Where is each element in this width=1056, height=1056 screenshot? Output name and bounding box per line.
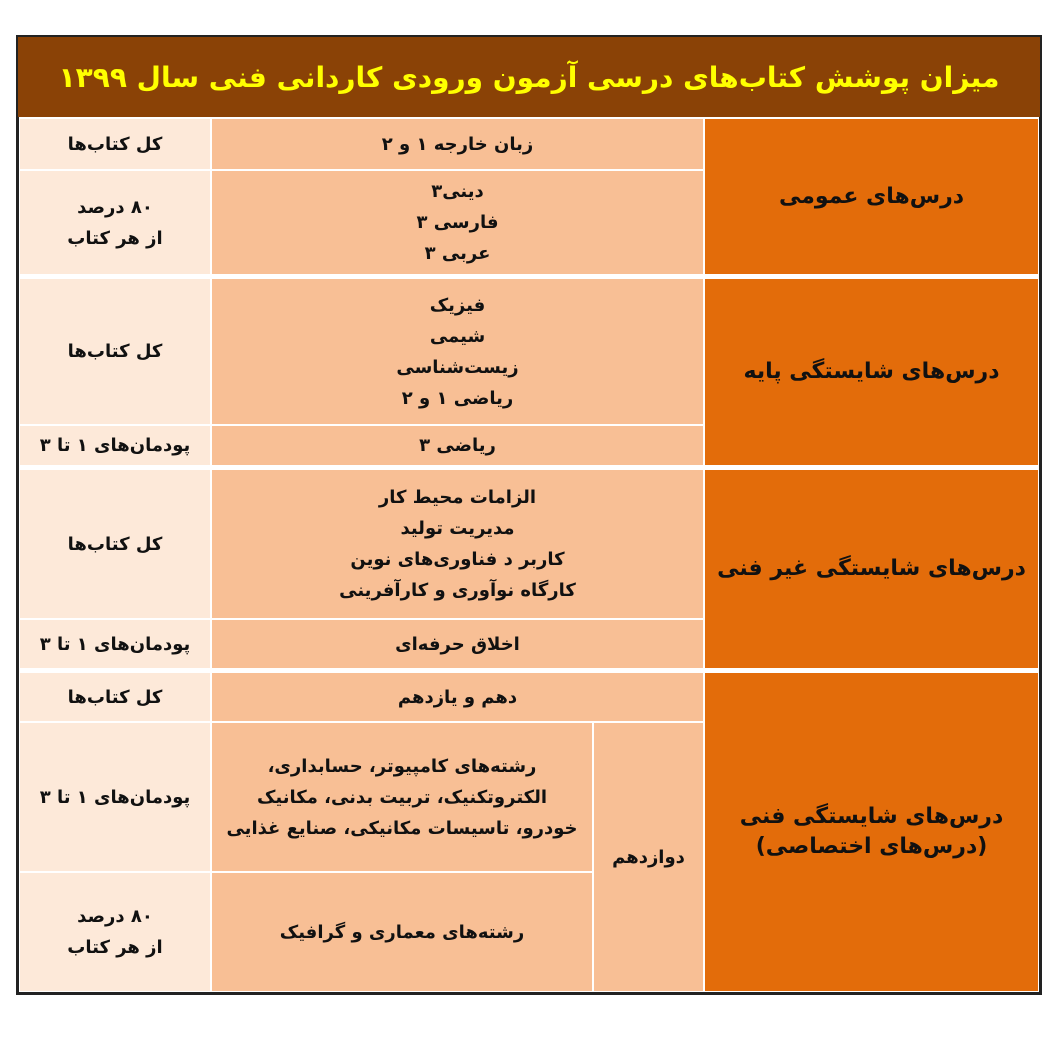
coverage-text: ۸۰ درصد [77,196,153,218]
coverage-text: از هر کتاب [67,227,163,249]
course-cell [212,673,703,721]
coverage-text: از هر کتاب [67,937,163,958]
category-label: درس‌های عمومی [778,183,965,209]
course-name: زبان خارجه ۱ و ۲ [381,133,534,155]
coverage-cell [20,426,210,465]
category-general [705,119,1038,274]
course-name: فارسی ۳ [416,212,499,233]
coverage-text: ۸۰ درصد [77,906,153,927]
coverage-text: پودمان‌های ۱ تا ۳ [39,786,191,808]
category-label: درس‌های شایستگی پایه [743,359,1000,384]
course-cell [212,279,703,424]
course-name: زیست‌شناسی [396,356,519,378]
course-name: کاربر د فناوری‌های نوین [350,549,565,570]
course-name: دهم و یازدهم [397,686,518,708]
course-name: عربی ۳ [424,243,491,264]
course-name: ریاضی ۱ و ۲ [401,387,514,409]
coverage-text: کل کتاب‌ها [67,341,163,362]
grade-label: دوازدهم [612,846,685,868]
course-name: خودرو، تاسیسات مکانیکی، صنایع غذایی [226,817,578,839]
course-name: شیمی [429,325,486,347]
course-cell [212,426,703,465]
coverage-cell [20,620,210,668]
course-cell [212,723,592,871]
grade-12-cell [594,723,703,991]
coverage-cell [20,470,210,618]
category-label: درس‌های شایستگی فنی [739,804,1004,829]
category-sublabel: (درس‌های اختصاصی) [755,834,988,859]
course-cell [212,620,703,668]
course-name: رشته‌های معماری و گرافیک [279,921,525,943]
coverage-cell [20,673,210,721]
course-cell [212,171,703,274]
course-name: رشته‌های کامپیوتر، حسابداری، [267,755,537,777]
coverage-text: پودمان‌های ۱ تا ۳ [39,633,191,655]
course-cell [212,119,703,169]
page-title: میزان پوشش کتاب‌های درسی آزمون ورودی کاردانی فنی سال ۱۳۹۹ [18,37,1040,117]
course-cell [212,470,703,618]
course-cell [212,873,592,991]
coverage-text: کل کتاب‌ها [67,686,163,708]
course-name: ریاضی ۳ [419,435,496,456]
course-name: الکتروتکنیک، تربیت بدنی، مکانیک [256,786,548,808]
coverage-cell [20,119,210,169]
coverage-text: کل کتاب‌ها [67,533,163,555]
category-basic [705,279,1038,465]
course-name: اخلاق حرفه‌ای [395,633,520,655]
course-name: دینی۳ [431,181,484,202]
course-name: کارگاه نوآوری و کارآفرینی [339,580,576,601]
course-name: الزامات محیط کار [378,487,537,508]
coverage-text: پودمان‌های ۱ تا ۳ [39,435,191,456]
coverage-cell [20,171,210,274]
course-name: فیزیک [429,294,486,316]
category-non-technical [705,470,1038,668]
coverage-text: کل کتاب‌ها [67,133,163,155]
course-name: مدیریت تولید [400,518,515,539]
category-technical [705,673,1038,991]
coverage-cell [20,873,210,991]
coverage-cell [20,279,210,424]
category-label: درس‌های شایستگی غیر فنی [717,556,1026,581]
coverage-cell [20,723,210,871]
